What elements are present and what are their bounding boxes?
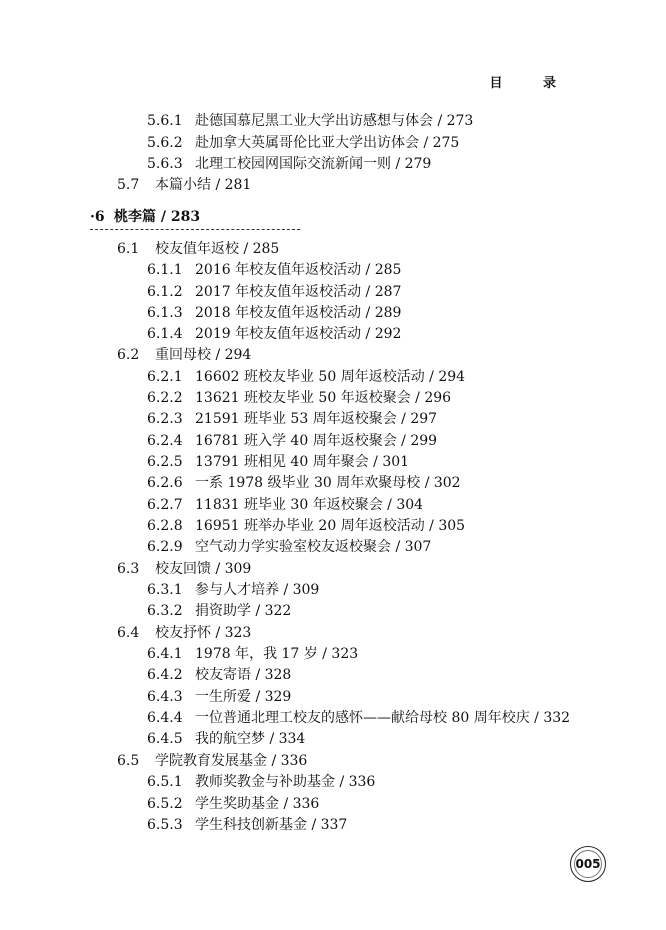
section-title: 校友值年返校 / 285 (155, 241, 280, 257)
toc-entry-6-2-5[interactable] (147, 453, 409, 471)
section-number: 6.2.1 (147, 369, 183, 385)
chapter-heading[interactable] (90, 208, 200, 226)
section-number: 6.1.4 (147, 326, 183, 342)
section-title: 校友寄语 / 328 (195, 667, 292, 683)
toc-entry-6-2-9[interactable] (147, 538, 431, 556)
toc-entry-6-2-1[interactable] (147, 368, 465, 386)
section-number: 6.3.2 (147, 603, 183, 619)
section-number: 6.4.4 (147, 710, 183, 726)
section-number: 6.5.1 (147, 774, 183, 790)
section-number: 6.4.1 (147, 646, 183, 662)
section-number: 6.4.3 (147, 689, 183, 705)
section-number: 6.4.5 (147, 731, 183, 747)
section-title: 16781 班入学 40 周年返校聚会 / 299 (195, 433, 438, 449)
toc-entry-5-7[interactable] (117, 176, 251, 194)
toc-entry-6-2[interactable] (117, 346, 251, 364)
toc-entry-6-1-2[interactable] (147, 283, 401, 301)
section-title: 学生奖助基金 / 336 (195, 796, 320, 812)
toc-entry-6-3[interactable] (117, 560, 251, 578)
section-number: 6.1.3 (147, 305, 183, 321)
toc-entry-6-2-6[interactable] (147, 474, 461, 492)
toc-entry-6-1-4[interactable] (147, 325, 401, 343)
section-title: 2016 年校友值年返校活动 / 285 (195, 262, 402, 278)
toc-entry-6-2-2[interactable] (147, 389, 451, 407)
toc-entry-5-6-2[interactable] (147, 134, 459, 152)
toc-entry-6-1[interactable] (117, 240, 279, 258)
section-title: 校友抒怀 / 323 (155, 625, 252, 641)
section-number: 6.2.3 (147, 411, 183, 427)
section-title: 一位普通北理工校友的感怀——献给母校 80 周年校庆 / 332 (195, 710, 571, 726)
toc-entry-6-5[interactable] (117, 752, 307, 770)
toc-entry-6-5-2[interactable] (147, 795, 319, 813)
section-title: 赴德国慕尼黑工业大学出访感想与体会 / 273 (195, 113, 474, 129)
section-number: 6.3.1 (147, 582, 183, 598)
toc-entry-6-2-7[interactable] (147, 496, 423, 514)
toc-entry-5-6-1[interactable] (147, 112, 473, 130)
running-header: 目 录 (489, 76, 574, 91)
section-title: 参与人才培养 / 309 (195, 582, 320, 598)
toc-entry-6-2-4[interactable] (147, 432, 437, 450)
section-number: 6.1.2 (147, 284, 183, 300)
section-title: 2017 年校友值年返校活动 / 287 (195, 284, 402, 300)
section-number: 6.4.2 (147, 667, 183, 683)
section-number: 5.6.3 (147, 156, 183, 172)
section-number: 6.5 (117, 753, 140, 769)
toc-entry-5-6-3[interactable] (147, 155, 431, 173)
section-title: 我的航空梦 / 334 (195, 731, 306, 747)
section-number: 6.4 (117, 625, 140, 641)
section-number: 6.2.6 (147, 475, 183, 491)
section-number: 6.5.2 (147, 796, 183, 812)
toc-entry-6-5-1[interactable] (147, 773, 375, 791)
section-number: 6.2 (117, 347, 140, 363)
toc-entry-6-4-3[interactable] (147, 688, 291, 706)
section-title: 2018 年校友值年返校活动 / 289 (195, 305, 402, 321)
section-title: 一生所爱 / 329 (195, 689, 292, 705)
section-title: 学生科技创新基金 / 337 (195, 817, 348, 833)
section-title: 2019 年校友值年返校活动 / 292 (195, 326, 402, 342)
page-number: 005 (575, 857, 601, 871)
chapter-title: 桃李篇 / 283 (114, 209, 201, 225)
section-number: 5.6.2 (147, 135, 183, 151)
section-number: 6.2.7 (147, 497, 183, 513)
section-number: 6.2.2 (147, 390, 183, 406)
toc-entry-6-1-1[interactable] (147, 261, 401, 279)
section-title: 21591 班毕业 53 周年返校聚会 / 297 (195, 411, 438, 427)
section-number: 6.3 (117, 561, 140, 577)
section-number: 5.7 (117, 177, 140, 193)
toc-entry-6-3-1[interactable] (147, 581, 319, 599)
toc-entry-6-4[interactable] (117, 624, 251, 642)
section-number: 6.5.3 (147, 817, 183, 833)
section-number: 6.1 (117, 241, 140, 257)
toc-entry-6-5-3[interactable] (147, 816, 347, 834)
section-number: 6.2.4 (147, 433, 183, 449)
section-number: 6.2.8 (147, 518, 183, 534)
toc-entry-6-2-8[interactable] (147, 517, 465, 535)
toc-entry-6-4-5[interactable] (147, 730, 305, 748)
section-title: 13791 班相见 40 周年聚会 / 301 (195, 454, 410, 470)
section-title: 13621 班校友毕业 50 年返校聚会 / 296 (195, 390, 452, 406)
section-title: 教师奖教金与补助基金 / 336 (195, 774, 376, 790)
section-title: 一系 1978 级毕业 30 周年欢聚母校 / 302 (195, 475, 461, 491)
toc-entry-6-4-4[interactable] (147, 709, 570, 727)
toc-entry-6-4-1[interactable] (147, 645, 358, 663)
section-title: 本篇小结 / 281 (155, 177, 252, 193)
section-number: 6.1.1 (147, 262, 183, 278)
section-title: 11831 班毕业 30 年返校聚会 / 304 (195, 497, 424, 513)
section-title: 捐资助学 / 322 (195, 603, 292, 619)
toc-entry-6-2-3[interactable] (147, 410, 437, 428)
section-number: 6.2.5 (147, 454, 183, 470)
chapter-divider (90, 229, 300, 230)
section-title: 重回母校 / 294 (155, 347, 252, 363)
page-number-badge (570, 846, 606, 882)
section-title: 1978 年，我 17 岁 / 323 (195, 646, 359, 662)
section-title: 16951 班举办毕业 20 周年返校活动 / 305 (195, 518, 466, 534)
section-number: 5.6.1 (147, 113, 183, 129)
section-title: 16602 班校友毕业 50 周年返校活动 / 294 (195, 369, 466, 385)
section-title: 校友回馈 / 309 (155, 561, 252, 577)
section-title: 学院教育发展基金 / 336 (155, 753, 308, 769)
section-title: 赴加拿大英属哥伦比亚大学出访体会 / 275 (195, 135, 460, 151)
section-title: 空气动力学实验室校友返校聚会 / 307 (195, 539, 432, 555)
section-title: 北理工校园网国际交流新闻一则 / 279 (195, 156, 432, 172)
chapter-number: ·6 (90, 209, 105, 225)
toc-entry-6-4-2[interactable] (147, 666, 291, 684)
toc-entry-6-3-2[interactable] (147, 602, 291, 620)
section-number: 6.2.9 (147, 539, 183, 555)
toc-entry-6-1-3[interactable] (147, 304, 401, 322)
